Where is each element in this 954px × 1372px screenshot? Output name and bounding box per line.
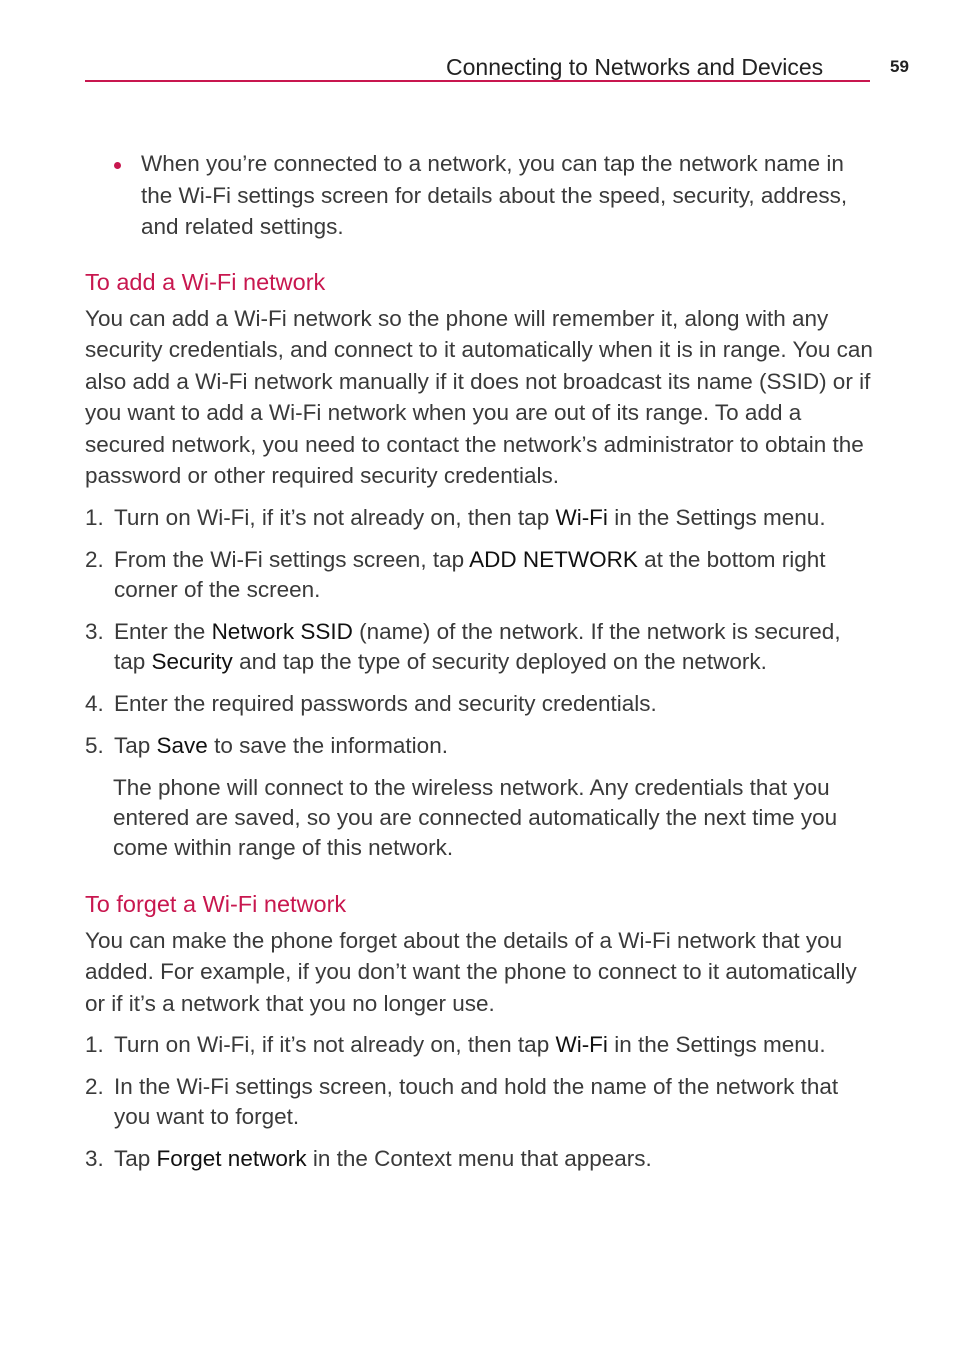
add-steps-list bbox=[85, 503, 875, 761]
step-ui-term: Forget network bbox=[156, 1146, 307, 1171]
step-number: 5. bbox=[85, 732, 104, 758]
page-number: 59 bbox=[890, 57, 909, 76]
bullet-item bbox=[85, 148, 875, 243]
step-text: in the Settings menu. bbox=[607, 504, 826, 530]
step-text: Enter the bbox=[114, 618, 212, 644]
list-item bbox=[85, 1072, 875, 1132]
step-ui-term: ADD NETWORK bbox=[469, 546, 638, 572]
step-text: and tap the type of security deployed on the network. bbox=[232, 648, 767, 674]
step-ui-term: Network SSID bbox=[211, 618, 353, 644]
list-item bbox=[85, 689, 875, 719]
list-item bbox=[85, 731, 875, 761]
add-note: The phone will connect to the wireless network. Any credentials that you entered are saved, so you are connected automatically the next time you come within range of this network. bbox=[113, 774, 838, 860]
step-text: Tap bbox=[114, 732, 157, 758]
step-ui-term: Security bbox=[151, 648, 233, 674]
list-item bbox=[85, 503, 875, 533]
step-text: In the Wi-Fi settings screen, touch and hold the name of the network that you want to forget. bbox=[114, 1074, 839, 1129]
section-heading-forget: To forget a Wi-Fi network bbox=[85, 890, 347, 917]
bullet-dot-icon bbox=[114, 162, 121, 169]
step-text: to save the information. bbox=[207, 732, 448, 758]
list-item bbox=[85, 1144, 875, 1174]
forget-steps-list bbox=[85, 1030, 875, 1174]
section-heading-add: To add a Wi-Fi network bbox=[85, 268, 326, 295]
step-number: 1. bbox=[85, 504, 104, 530]
step-text: From the Wi-Fi settings screen, tap bbox=[114, 546, 470, 572]
step-text: Turn on Wi-Fi, if it’s not already on, then tap bbox=[114, 504, 556, 530]
forget-intro: You can make the phone forget about the details of a Wi-Fi network that you added. For example, if you don’t want the phone to connect to it automatically or if it’s a network that you no longer use. bbox=[85, 927, 857, 1016]
add-intro: You can add a Wi-Fi network so the phone will remember it, along with any security credentials, and connect to it automatically when it is in range. You can also add a Wi-Fi network manually if it does not broadcast its name (SSID) or if you want to add a Wi-Fi network when you are out of its range. To add a secured network, you need to contact the network’s administrator to obtain the password or other required security credentials. bbox=[85, 305, 873, 488]
header-title: Connecting to Networks and Devices bbox=[446, 54, 824, 80]
step-text: Turn on Wi-Fi, if it’s not already on, then tap bbox=[114, 1032, 556, 1057]
step-text: Enter the required passwords and security credentials. bbox=[114, 690, 657, 716]
step-number: 4. bbox=[85, 690, 104, 716]
step-number: 3. bbox=[85, 1146, 104, 1171]
step-text: in the Context menu that appears. bbox=[306, 1146, 652, 1171]
list-item bbox=[85, 545, 875, 605]
step-number: 3. bbox=[85, 618, 104, 644]
header-rule bbox=[85, 80, 870, 82]
list-item bbox=[85, 617, 875, 677]
bullet-text: When you’re connected to a network, you can tap the network name in the Wi-Fi settings screen for details about the speed, security, address, and related settings. bbox=[141, 151, 848, 239]
list-item bbox=[85, 1030, 875, 1060]
step-text: Tap bbox=[114, 1146, 157, 1171]
step-ui-term: Wi-Fi bbox=[555, 504, 608, 530]
step-number: 1. bbox=[85, 1032, 104, 1057]
step-text: at the bottom right corner of the screen. bbox=[114, 546, 826, 602]
page-content bbox=[85, 148, 875, 1186]
step-text: (name) of the network. If the network is secured, tap bbox=[114, 618, 841, 674]
step-number: 2. bbox=[85, 546, 104, 572]
step-number: 2. bbox=[85, 1074, 104, 1099]
step-ui-term: Save bbox=[156, 732, 208, 758]
step-text: in the Settings menu. bbox=[607, 1032, 826, 1057]
step-ui-term: Wi-Fi bbox=[555, 1032, 608, 1057]
